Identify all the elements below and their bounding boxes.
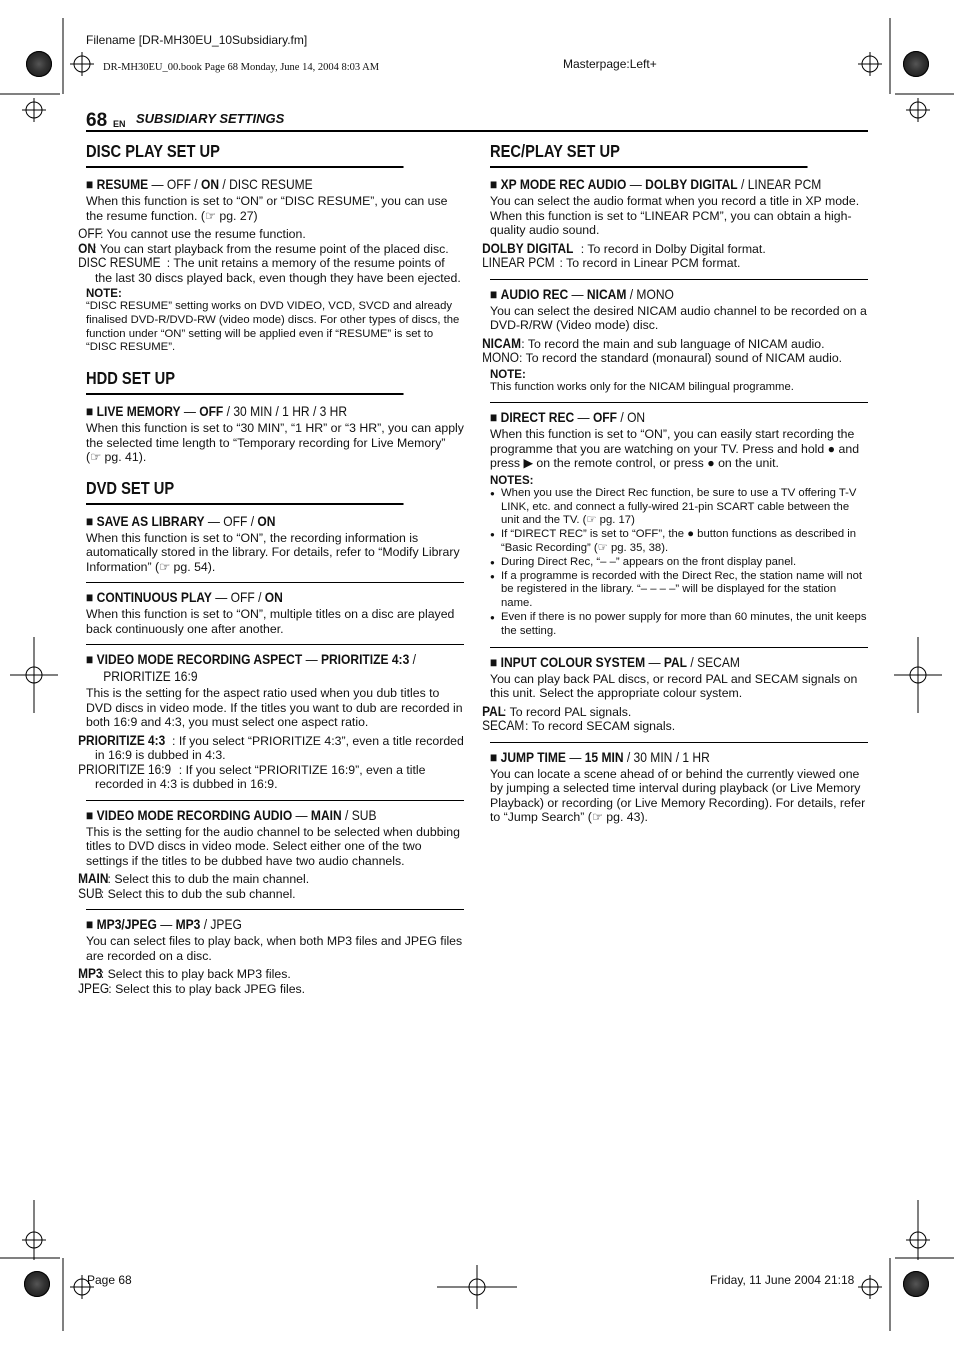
footer-page-label: Page 68	[87, 1273, 132, 1287]
live-memory-title: ■ LIVE MEMORY — OFF / 30 MIN / 1 HR / 3 HR	[86, 403, 348, 420]
audio-rec-setting	[482, 279, 868, 395]
disc-play-set-up-heading: DISC PLAY SET UP	[86, 140, 404, 168]
direct-rec-notes-heading: NOTES:	[490, 474, 534, 487]
dvd-set-up-heading: DVD SET UP	[86, 477, 404, 505]
right-column	[482, 140, 868, 833]
resume-note: “DISC RESUME” setting works on DVD VIDEO, VCD, SVCD and already finalised DVD-R/DVD-RW (video mode) discs. For other types of discs, the function under “ON” setting will be applied even if “RESUME” is set to “DISC RESUME”.	[86, 300, 460, 354]
mp3-jpeg-description: You can select files to play back, when both MP3 files and JPEG files are recorded on a disc.	[86, 934, 463, 963]
page-number: 68	[86, 110, 108, 131]
continuous-play-title: ■ CONTINUOUS PLAY — OFF / ON	[86, 589, 283, 606]
list-item: ● If “DIRECT REC” is set to “OFF”, the ● button functions as described in “Basic Recording” (☞ pg. 35, 38).	[490, 528, 868, 556]
audio-rec-note-heading: NOTE:	[490, 368, 526, 381]
prioritize-169-definition: PRIORITIZE 16:9 : If you select “PRIORITIZE 16:9”, even a title recorded in 4:3 is dubbed in 16:9.	[78, 761, 426, 792]
direct-rec-title: ■ DIRECT REC — OFF / ON	[490, 409, 646, 426]
audio-sub-definition: SUB: Select this to dub the sub channel.	[78, 885, 296, 901]
xp-mode-rec-audio-title: ■ XP MODE REC AUDIO — DOLBY DIGITAL / LINEAR PCM	[490, 176, 822, 192]
section-title: SUBSIDIARY SETTINGS	[136, 111, 285, 126]
input-colour-system-title: ■ INPUT COLOUR SYSTEM — PAL / SECAM	[490, 653, 740, 670]
recording-audio-description: This is the setting for the audio channel to be selected when dubbing titles to DVD discs in video mode. Select either one of the two settings if the titles to be dubbed have two audio channels.	[86, 824, 460, 868]
crosshair-top-left	[70, 52, 94, 76]
input-colour-system-setting	[482, 647, 868, 734]
resume-setting-title: ■ RESUME — OFF / ON / DISC RESUME	[86, 176, 313, 192]
jump-time-description: You can locate a scene ahead of or behind the currently viewed one by jumping a selected time interval during playback (or Live Memory Playback) or recording (or Live Memory Recording). For details, refer to “Jump Search” (☞ pg. 43).	[490, 766, 866, 825]
book-info-line: DR-MH30EU_00.book Page 68 Monday, June 14, 2004 8:03 AM	[103, 62, 380, 73]
direct-rec-setting	[490, 402, 868, 638]
mp3-definition: MP3: Select this to play back MP3 files.	[78, 966, 291, 982]
rec-play-set-up-heading: REC/PLAY SET UP	[490, 140, 808, 168]
input-colour-system-description: You can play back PAL discs, or record PAL and SECAM signals on this unit. Select the appropriate colour system.	[490, 671, 858, 701]
recording-aspect-title: ■ VIDEO MODE RECORDING ASPECT — PRIORITIZE 4:3 / PRIORITIZE 16:9	[86, 651, 416, 685]
left-column	[78, 140, 464, 1004]
audio-rec-note: This function works only for the NICAM bilingual programme.	[490, 380, 794, 393]
resume-note-heading: NOTE:	[86, 288, 122, 300]
continuous-play-setting	[86, 582, 464, 636]
jump-time-setting	[490, 742, 868, 825]
mp3-jpeg-title: ■ MP3/JPEG — MP3 / JPEG	[86, 916, 242, 933]
xp-mode-description: You can select the audio format when you record a title in XP mode. When this function is set to “LINEAR PCM”, you can obtain a high-quality audio sound.	[490, 194, 860, 237]
dolby-digital-definition: DOLBY DIGITAL : To record in Dolby Digital format.	[482, 240, 766, 256]
recording-aspect-description: This is the setting for the aspect ratio used when you dub titles to DVD discs in video mode. If the titles you want to dub are recorded in both 16:9 and 4:3, you must select one aspect ratio.	[86, 686, 463, 730]
save-as-library-description: When this function is set to “ON”, the recording information is automatically stored in the library. For details, refer to “Modify Library Information” (☞ pg. 54).	[86, 530, 460, 574]
recording-audio-setting	[78, 800, 464, 902]
resume-off-definition: OFF: You cannot use the resume function.	[78, 226, 306, 241]
jpeg-definition: JPEG: Select this to play back JPEG files.	[78, 980, 306, 996]
linear-pcm-definition: LINEAR PCM : To record in Linear PCM format.	[482, 255, 741, 270]
audio-rec-title: ■ AUDIO REC — NICAM / MONO	[490, 285, 674, 302]
continuous-play-description: When this function is set to “ON”, multiple titles on a disc are played back continuously one after another.	[86, 607, 455, 636]
language-tag: EN	[113, 119, 126, 129]
live-memory-description: When this function is set to “30 MIN”, “1 HR” or “3 HR”, you can apply the selected time length to “Temporary recording for Live Memory” (☞ pg. 41).	[86, 421, 464, 465]
running-header	[86, 110, 868, 132]
recording-audio-title: ■ VIDEO MODE RECORDING AUDIO — MAIN / SUB	[86, 806, 377, 823]
filename-label: Filename [DR-MH30EU_10Subsidiary.fm]	[86, 33, 308, 47]
prioritize-43-definition: PRIORITIZE 4:3 : If you select “PRIORITIZE 4:3”, even a title recorded in 16:9 is dubbed in 4:3.	[78, 732, 464, 763]
resume-on-definition: ON: You can start playback from the resume point of the placed disc.	[78, 240, 449, 256]
footer-date-label: Friday, 11 June 2004 21:18	[710, 1273, 855, 1287]
crosshair-top-right	[858, 52, 882, 76]
masterpage-label: Masterpage:Left+	[563, 57, 657, 71]
pal-definition: PAL: To record PAL signals.	[482, 703, 632, 719]
list-item: ● During Direct Rec, “– –” appears on the front display panel.	[490, 556, 868, 570]
direct-rec-notes-list	[490, 487, 868, 639]
resume-disc-resume-definition: DISC RESUME : The unit retains a memory of the resume points of the last 30 discs played back, even though they have been ejected.	[78, 255, 461, 285]
jump-time-title: ■ JUMP TIME — 15 MIN / 30 MIN / 1 HR	[490, 748, 710, 765]
recording-aspect-setting	[78, 644, 464, 792]
xp-mode-rec-audio-setting	[482, 176, 868, 271]
list-item: ● Even if there is no power supply for more than 60 minutes, the unit keeps the setting.	[490, 611, 868, 639]
mono-definition: MONO: To record the standard (monaural) sound of NICAM audio.	[482, 350, 843, 365]
save-as-library-title: ■ SAVE AS LIBRARY — OFF / ON	[86, 512, 276, 529]
list-item: ● If a programme is recorded with the Direct Rec, the station name will not be registered in the library. “– – – –” will be displayed for the station name.	[490, 570, 868, 611]
hdd-set-up-heading: HDD SET UP	[86, 367, 404, 395]
direct-rec-description: When this function is set to “ON”, you can easily start recording the programme that you are watching on your TV. Press and hold ● and press ▶ on the remote control, or press ● on the unit.	[490, 427, 860, 471]
live-memory-setting	[86, 403, 464, 465]
list-item: ● When you use the Direct Rec function, be sure to use a TV offering T-V LINK, etc. and connect a fully-wired 21-pin SCART cable between the unit and the TV. (☞ pg. 17)	[490, 487, 868, 528]
secam-definition: SECAM: To record SECAM signals.	[482, 718, 676, 734]
save-as-library-setting	[86, 513, 464, 575]
resume-description: When this function is set to “ON” or “DISC RESUME”, you can use the resume function. (☞ pg. 27)	[86, 194, 448, 223]
audio-main-definition: MAIN: Select this to dub the main channel.	[78, 871, 310, 887]
audio-rec-description: You can select the desired NICAM audio channel to be recorded on a DVD-R/RW (Video mode) disc.	[490, 303, 867, 332]
nicam-definition: NICAM: To record the main and sub language of NICAM audio.	[482, 335, 825, 351]
resume-setting	[78, 176, 464, 355]
mp3-jpeg-setting	[78, 909, 464, 996]
